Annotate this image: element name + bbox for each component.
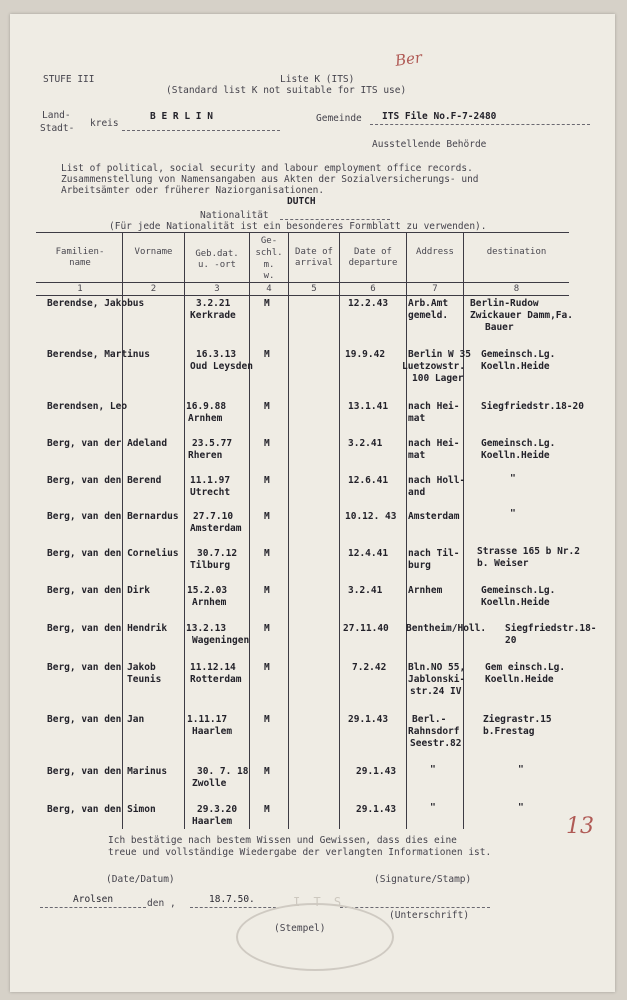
table-header-bottom [36, 282, 569, 283]
date-value: 18.7.50. [209, 894, 255, 905]
row-dob: 13.2.13 [186, 623, 227, 634]
den-label: den [147, 898, 165, 909]
behoerde-label: Ausstellende Behörde [372, 139, 487, 150]
row-sex: M [264, 623, 270, 634]
column-divider-2 [184, 232, 185, 829]
col-number-5: 5 [311, 284, 317, 294]
row-destination-2: Koelln.Heide [481, 597, 550, 608]
description-line-1: List of political, social security and labour employment office records. [61, 163, 473, 174]
row-destination-ditto: " [510, 508, 516, 519]
row-dob: 16.3.13 [196, 349, 237, 360]
kreis-line [122, 130, 280, 131]
col-header-geschl: Ge- [260, 236, 278, 246]
nationality-label: Nationalität [200, 210, 269, 221]
kreis-value: B E R L I N [150, 111, 213, 122]
stamp-text: I T S [293, 895, 345, 909]
row-destination-1: Gemeinsch.Lg. [481, 349, 556, 360]
row-address-2: burg [408, 560, 431, 571]
row-birthplace: Oud Leysden [190, 361, 253, 372]
kreis-label: kreis [90, 118, 119, 129]
col-number-3: 3 [214, 284, 220, 294]
column-divider-4 [288, 232, 289, 829]
row-address-1: nach Hei- [408, 438, 460, 449]
row-destination-1: Gem einsch.Lg. [485, 662, 566, 673]
row-birthplace: Rotterdam [190, 674, 242, 685]
row-sex: M [264, 766, 270, 777]
row-destination-2: 20 [505, 635, 517, 646]
land-label: Land- [42, 110, 71, 121]
page-number-annotation: 13 [566, 814, 594, 839]
row-sex: M [264, 401, 270, 412]
row-dob: 23.5.77 [192, 438, 233, 449]
row-departure: 12.4.41 [348, 548, 389, 559]
description-line-2: Zusammenstellung von Namensangaben aus Akten der Sozialversicherungs- und [61, 174, 479, 185]
col-number-6: 6 [370, 284, 376, 294]
row-departure: 12.2.43 [348, 298, 389, 309]
place-value: Arolsen [73, 894, 114, 905]
row-departure: 7.2.42 [352, 662, 387, 673]
row-address-1: Arnhem [408, 585, 443, 596]
row-name: Berg, van den Simon [47, 804, 156, 815]
row-dob: 1.11.17 [187, 714, 228, 725]
row-name: Berg, van den Bernardus [47, 511, 179, 522]
row-dob: 3.2.21 [196, 298, 231, 309]
row-address-1: nach Hei- [408, 401, 460, 412]
col-header-destination: destination [486, 247, 547, 257]
date-label: (Date/Datum) [106, 874, 175, 885]
row-name: Berg, van den Marinus [47, 766, 168, 777]
col-number-7: 7 [432, 284, 438, 294]
row-address-3: 100 Lager [412, 373, 464, 384]
column-divider-7 [463, 232, 464, 829]
row-name: Berg, van den Cornelius [47, 548, 179, 559]
row-destination-1: Siegfriedstr.18-20 [481, 401, 584, 412]
row-departure: 3.2.41 [348, 585, 383, 596]
nationality-value: DUTCH [287, 196, 316, 207]
row-address-1: nach Til- [408, 548, 460, 559]
row-departure: 29.1.43 [348, 714, 389, 725]
row-address-1: Bentheim/Holl. [406, 623, 487, 634]
nationality-line [280, 219, 390, 220]
row-dob: 30. 7. 18 [197, 766, 249, 777]
row-name: Berendsen, Leo [47, 401, 128, 412]
row-dob: 27.7.10 [193, 511, 234, 522]
row-dob: 30.7.12 [197, 548, 238, 559]
row-address-1: nach Holl- [408, 475, 466, 486]
row-address-2: Luetzowstr. [402, 361, 465, 372]
row-sex: M [264, 511, 270, 522]
column-divider-3 [249, 232, 250, 829]
signature-line [340, 907, 490, 908]
row-destination-1: Strasse 165 b Nr.2 [477, 546, 580, 557]
row-address-2: Jablonski- [408, 674, 466, 685]
row-destination-1: Ziegrastr.15 [483, 714, 552, 725]
row-birthplace: Kerkrade [190, 310, 236, 321]
stufe-label: STUFE III [43, 74, 95, 85]
list-title: Liste K (ITS) [280, 74, 355, 85]
row-departure: 29.1.43 [356, 804, 397, 815]
row-sex: M [264, 298, 270, 309]
row-sex: M [264, 438, 270, 449]
col-header-departure: Date of [354, 247, 392, 257]
row-birthplace: Tilburg [190, 560, 231, 571]
row-birthplace: Haarlem [192, 726, 233, 737]
row-birthplace: Arnhem [192, 597, 227, 608]
row-birthplace: Rheren [188, 450, 223, 461]
row-destination-ditto: " [518, 802, 524, 813]
row-birthplace: Utrecht [190, 487, 231, 498]
col-number-8: 8 [513, 284, 520, 294]
signature-label: (Signature/Stamp) [374, 874, 472, 885]
col-number-2: 2 [150, 284, 157, 294]
col-header-geschl-2: schl. [255, 248, 283, 258]
row-address-2: and [408, 487, 426, 498]
pencil-annotation: Ber [393, 48, 424, 70]
row-birthplace: Arnhem [188, 413, 223, 424]
stamp-impression [236, 903, 394, 971]
row-departure: 12.6.41 [348, 475, 389, 486]
row-address-1: Amsterdam [408, 511, 460, 522]
col-header-geschl-m: m. [263, 260, 275, 270]
col-number-4: 4 [266, 284, 272, 294]
row-address-1: Bln.NO 55, [408, 662, 466, 673]
col-header-geschl-w: w. [263, 271, 275, 281]
document-sheet [10, 14, 615, 992]
row-name: Berendse, Martinus [47, 349, 150, 360]
row-address-2: Rahnsdorf [408, 726, 460, 737]
row-destination-2: Zwickauer Damm,Fa. [470, 310, 573, 321]
nationality-note: (Für jede Nationalität ist ein besonderes Formblatt zu verwenden). [109, 221, 487, 232]
date-line [190, 907, 276, 908]
row-destination-1: Siegfriedstr.18- [505, 623, 597, 634]
col-header-arrival: Date of [295, 247, 333, 257]
row-sex: M [264, 714, 270, 725]
row-destination-2: Koelln.Heide [485, 674, 554, 685]
row-name: Berendse, Jakobus [47, 298, 145, 309]
list-note: (Standard list K not suitable for ITS use) [166, 85, 407, 96]
row-address-2: mat [408, 413, 426, 424]
row-destination-2: b.Frestag [483, 726, 535, 737]
column-divider-5 [339, 232, 340, 829]
row-address-ditto: " [430, 802, 436, 813]
row-departure: 29.1.43 [356, 766, 397, 777]
row-destination-3: Bauer [485, 322, 514, 333]
row-destination-ditto: " [510, 473, 516, 484]
row-dob: 16.9.88 [186, 401, 227, 412]
table-top-border [36, 232, 569, 233]
row-birthplace: Amsterdam [190, 523, 242, 534]
description-line-3: Arbeitsämter oder früherer Naziorganisationen. [61, 185, 325, 196]
row-destination-ditto: " [518, 764, 524, 775]
row-dob: 11.12.14 [190, 662, 236, 673]
row-sex: M [264, 585, 270, 596]
row-name: Berg, van den Berend [47, 475, 162, 486]
col-header-gebort: u. -ort [198, 260, 236, 270]
row-address-ditto: " [430, 764, 436, 775]
table-number-row-bottom [36, 295, 569, 296]
row-destination-1: Gemeinsch.Lg. [481, 438, 556, 449]
its-file-number: ITS File No.F-7-2480 [382, 111, 497, 122]
column-divider-6 [406, 232, 407, 829]
col-header-gebdat: Geb.dat. [195, 249, 239, 259]
row-departure: 27.11.40 [343, 623, 389, 634]
confirmation-line-2: treue und vollständige Wiedergabe der verlangten Informationen ist. [108, 847, 492, 858]
row-address-1: Berl.- [412, 714, 447, 725]
row-name: Berg, van der Adeland [47, 438, 168, 449]
row-departure: 19.9.42 [345, 349, 386, 360]
row-birthplace: Haarlem [192, 816, 233, 827]
col-header-familienname: Familien- [55, 247, 105, 257]
row-destination-1: Gemeinsch.Lg. [481, 585, 556, 596]
stempel-label: (Stempel) [274, 923, 326, 934]
row-birthplace: Wageningen [192, 635, 250, 646]
row-dob: 29.3.20 [197, 804, 238, 815]
gemeinde-label: Gemeinde [316, 113, 362, 124]
row-destination-2: Koelln.Heide [481, 361, 550, 372]
row-destination-1: Berlin-Rudow [470, 298, 539, 309]
row-departure: 10.12. 43 [345, 511, 397, 522]
row-name: Berg, van den Dirk [47, 585, 150, 596]
row-birthplace: Zwolle [192, 778, 227, 789]
col-header-vorname: Vorname [134, 247, 173, 257]
row-sex: M [264, 475, 270, 486]
row-name: Berg, van den Jakob [47, 662, 156, 673]
row-sex: M [264, 548, 270, 559]
col-header-departure-2: departure [348, 258, 398, 268]
den-label-2: , [170, 898, 176, 909]
row-address-3: Seestr.82 [410, 738, 462, 749]
confirmation-line-1: Ich bestätige nach bestem Wissen und Gewissen, dass dies eine [108, 835, 457, 846]
row-sex: M [264, 349, 270, 360]
row-departure: 13.1.41 [348, 401, 389, 412]
row-address-2: mat [408, 450, 426, 461]
row-destination-2: b. Weiser [477, 558, 529, 569]
row-name-continued: Teunis [127, 674, 162, 685]
row-sex: M [264, 662, 270, 673]
row-dob: 15.2.03 [187, 585, 228, 596]
row-address-3: str.24 IV [410, 686, 462, 697]
col-number-1: 1 [77, 284, 83, 294]
col-header-address: Address [416, 247, 454, 257]
col-header-familienname-2: name [69, 258, 91, 268]
row-address-1: Arb.Amt [408, 298, 449, 309]
row-dob: 11.1.97 [190, 475, 231, 486]
row-sex: M [264, 804, 270, 815]
gemeinde-line [370, 124, 590, 125]
place-line [40, 907, 146, 908]
row-destination-2: Koelln.Heide [481, 450, 550, 461]
row-departure: 3.2.41 [348, 438, 383, 449]
row-address-1: Berlin W 35 [408, 349, 471, 360]
row-address-2: gemeld. [408, 310, 449, 321]
row-name: Berg, van den Hendrik [47, 623, 168, 634]
unterschrift-label: (Unterschrift) [389, 910, 470, 921]
stadt-label: Stadt- [40, 123, 75, 134]
col-header-arrival-2: arrival [295, 258, 333, 268]
row-name: Berg, van den Jan [47, 714, 145, 725]
column-divider-1 [122, 232, 123, 829]
